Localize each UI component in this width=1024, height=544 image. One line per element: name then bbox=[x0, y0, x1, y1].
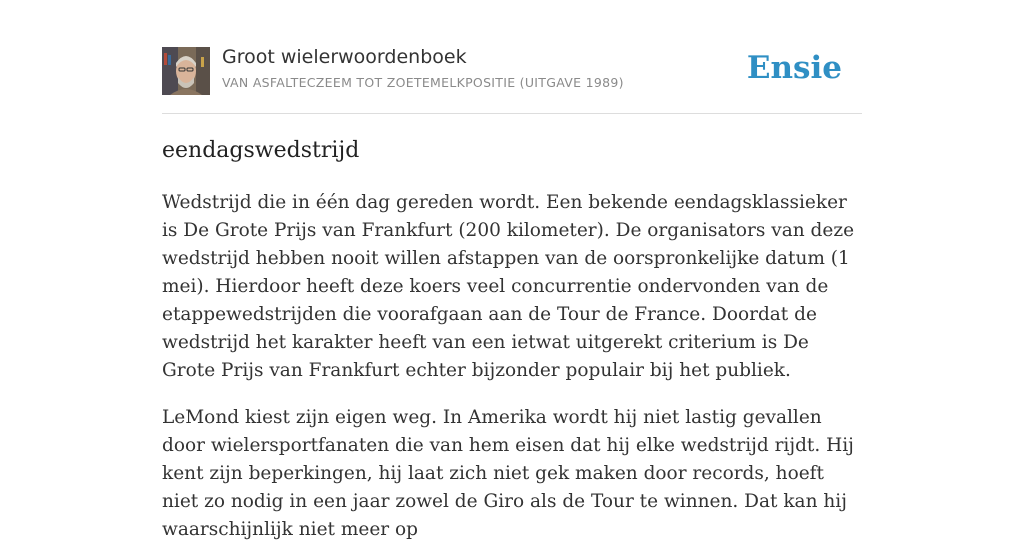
author-avatar[interactable] bbox=[162, 47, 210, 95]
page bbox=[162, 0, 862, 540]
entry-quote: LeMond kiest zijn eigen weg. In Amerika wordt hij niet lastig gevallen door wielersportfanaten die van hem eisen dat hij elke wedstrijd rijdt. Hij kent zijn beperkingen, hij laat zich niet gek maken door records, hoeft niet zo nodig in een jaar zowel de Giro als de Tour te winnen. Dat kan hij waarschijnlijk niet meer op bbox=[162, 407, 854, 540]
ensie-logo[interactable]: Ensie bbox=[746, 50, 842, 86]
book-title[interactable]: Groot wielerwoordenboek bbox=[222, 46, 467, 68]
author-portrait-icon bbox=[162, 47, 210, 95]
header bbox=[162, 0, 862, 114]
entry-definition: Wedstrijd die in één dag gereden wordt. Een bekende eendagsklassieker is De Grote Prijs van Frankfurt (200 kilometer). De organisators van deze wedstrijd hebben nooit willen afstappen van de oorspronkelijke datum (1 mei). Hierdoor heeft deze koers veel concurrentie ondervonden van de etappewedstrijden die voorafgaan aan de Tour de France. Doordat de wedstrijd het karakter heeft van een ietwat uitgerekt criterium is De Grote Prijs van Frankfurt echter bijzonder populair bij het publiek. bbox=[162, 192, 855, 381]
book-subtitle: VAN ASFALTECZEEM TOT ZOETEMELKPOSITIE (UITGAVE 1989) bbox=[222, 75, 624, 90]
entry-title: eendagswedstrijd bbox=[162, 138, 360, 163]
